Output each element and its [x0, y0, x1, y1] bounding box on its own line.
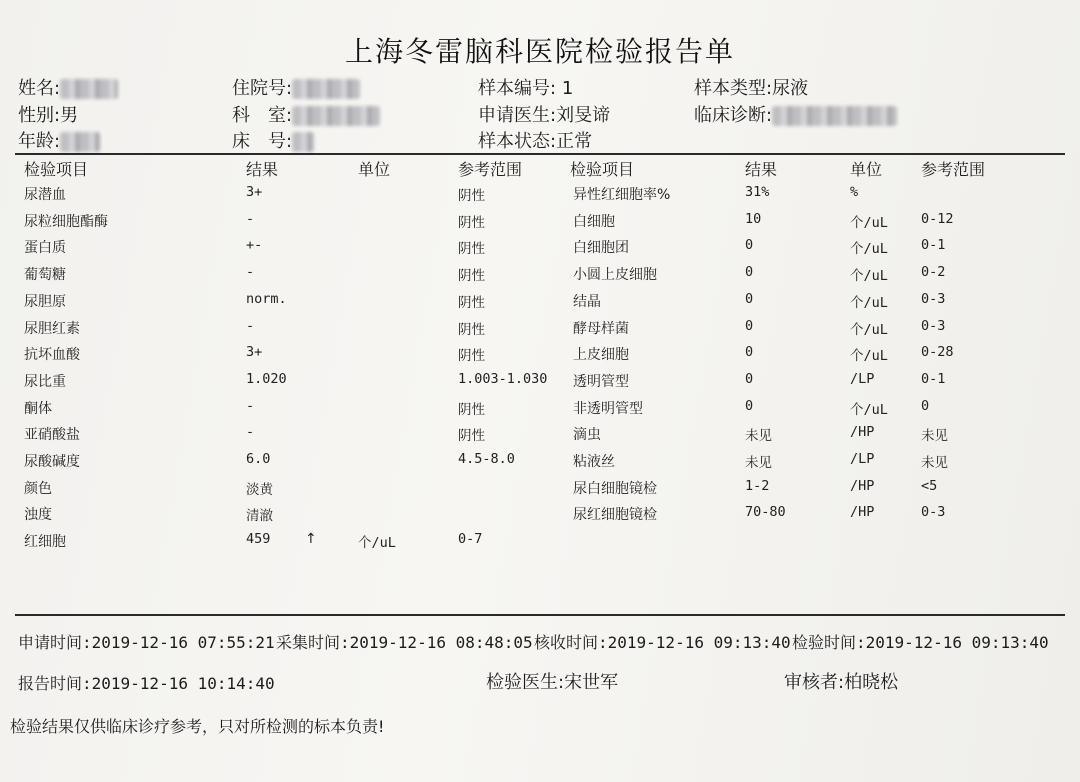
right-row-result: 0: [745, 237, 754, 253]
left-row-result: 3+: [246, 184, 263, 200]
report-title: 上海冬雷脑科医院检验报告单: [344, 35, 735, 68]
sample-no-label: 样本编号:: [478, 78, 557, 99]
left-row-item: 亚硝酸盐: [24, 427, 80, 443]
col-header-ref-left: 参考范围: [458, 160, 523, 179]
left-row-item: 红细胞: [24, 534, 66, 550]
table-bottom-divider: [15, 614, 1065, 616]
right-row-item: 白细胞团: [573, 240, 629, 256]
left-row-item: 浊度: [24, 507, 52, 523]
right-row-ref: <5: [921, 478, 938, 494]
name-label: 姓名:: [18, 78, 61, 99]
apply-time: 申请时间:2019-12-16 07:55:21: [18, 633, 275, 652]
col-header-item-left: 检验项目: [24, 160, 89, 179]
sex-field: [18, 101, 78, 127]
left-row-ref: 阴性: [458, 268, 485, 284]
doctor-field: [478, 101, 610, 127]
right-row-result: 0: [745, 371, 754, 387]
right-row-ref: 0: [921, 398, 930, 414]
left-row-item: 葡萄糖: [24, 267, 66, 283]
left-row-item: 蛋白质: [24, 240, 66, 256]
col-header-result-left: 结果: [246, 160, 279, 179]
left-row-item: 尿酸碱度: [24, 454, 80, 470]
left-row-ref: 1.003-1.030: [458, 371, 548, 387]
left-row-item: 酮体: [24, 401, 52, 417]
doctor-value: 刘旻谛: [556, 105, 611, 126]
redacted-admission-no: [292, 79, 360, 99]
left-row-result: 清澈: [246, 508, 273, 524]
right-row-unit: 个/uL: [850, 402, 888, 418]
col-header-ref-right: 参考范围: [921, 160, 986, 179]
sex-value: 男: [60, 105, 79, 126]
col-header-item-right: 检验项目: [570, 160, 635, 179]
sex-label: 性别:: [18, 105, 61, 126]
collect-time: 采集时间:2019-12-16 08:48:05: [276, 633, 533, 652]
redacted-bed-no: [292, 132, 314, 152]
right-row-unit: /LP: [850, 371, 875, 387]
right-row-item: 透明管型: [573, 374, 629, 390]
redacted-diagnosis: [772, 106, 897, 126]
right-row-unit: /LP: [850, 451, 875, 467]
right-row-result: 1-2: [745, 478, 770, 494]
left-row-result: 1.020: [246, 371, 287, 387]
left-row-result: -: [246, 424, 255, 440]
report-time: 报告时间:2019-12-16 10:14:40: [18, 674, 275, 693]
left-row-item: 尿胆原: [24, 294, 66, 310]
high-flag-icon: ↑: [305, 531, 317, 547]
left-row-ref: 阴性: [458, 215, 485, 231]
sample-no-field: [478, 74, 573, 100]
right-row-unit: %: [850, 184, 859, 200]
age-field: [18, 127, 100, 153]
right-row-result: 10: [745, 211, 762, 227]
right-row-unit: /HP: [850, 424, 875, 440]
left-row-unit: 个/uL: [358, 535, 396, 551]
right-row-unit: 个/uL: [850, 322, 888, 338]
right-row-result: 0: [745, 344, 754, 360]
left-row-result: -: [246, 211, 255, 227]
left-row-result: -: [246, 398, 255, 414]
right-row-item: 滴虫: [573, 427, 601, 443]
right-row-unit: 个/uL: [850, 348, 888, 364]
reviewer: 审核者:柏晓松: [784, 672, 899, 693]
test-time: 检验时间:2019-12-16 09:13:40: [792, 633, 1049, 652]
redacted-name: [60, 79, 118, 99]
left-row-item: 颜色: [24, 481, 52, 497]
sample-type-label: 样本类型:: [694, 78, 773, 99]
department-field: [232, 101, 380, 127]
sample-no-value: 1: [561, 78, 574, 99]
right-row-ref: 0-2: [921, 264, 946, 280]
sample-status-value: 正常: [556, 131, 593, 152]
left-row-result: -: [246, 318, 255, 334]
right-row-ref: 0-3: [921, 504, 946, 520]
right-row-item: 粘液丝: [573, 454, 615, 470]
disclaimer-note: 检验结果仅供临床诊疗参考，只对所检测的标本负责!: [10, 717, 385, 736]
left-row-ref: 阴性: [458, 241, 485, 257]
right-row-unit: 个/uL: [850, 215, 888, 231]
right-row-result: 0: [745, 264, 754, 280]
right-row-ref: 0-3: [921, 318, 946, 334]
right-row-unit: 个/uL: [850, 241, 888, 257]
right-row-item: 酵母样菌: [573, 321, 629, 337]
right-row-result: 0: [745, 398, 754, 414]
right-row-item: 尿白细胞镜检: [573, 481, 657, 497]
admission-field: [232, 74, 360, 100]
right-row-result: 0: [745, 318, 754, 334]
left-row-result: +-: [246, 237, 263, 253]
department-label: 科 室:: [232, 105, 293, 126]
left-row-item: 抗坏血酸: [24, 347, 80, 363]
right-row-ref: 0-12: [921, 211, 954, 227]
right-row-unit: /HP: [850, 478, 875, 494]
sample-type-value: 尿液: [772, 78, 809, 99]
sample-type-field: [694, 74, 808, 100]
right-row-item: 小圆上皮细胞: [573, 267, 657, 283]
right-row-result: 31%: [745, 184, 770, 200]
left-row-ref: 4.5-8.0: [458, 451, 515, 467]
test-doctor: 检验医生:宋世军: [486, 672, 619, 693]
doctor-label: 申请医生:: [478, 105, 557, 126]
patient-name-field: [18, 74, 118, 100]
col-header-unit-left: 单位: [358, 160, 391, 179]
diagnosis-field: [694, 101, 897, 127]
left-row-item: 尿粒细胞酯酶: [24, 214, 108, 230]
right-row-unit: 个/uL: [850, 295, 888, 311]
right-row-item: 上皮细胞: [573, 347, 629, 363]
right-row-result: 70-80: [745, 504, 786, 520]
receive-time: 核收时间:2019-12-16 09:13:40: [534, 633, 791, 652]
col-header-unit-right: 单位: [850, 160, 883, 179]
admission-label: 住院号:: [232, 78, 293, 99]
right-row-result: 未见: [745, 428, 772, 444]
left-row-ref: 阴性: [458, 348, 485, 364]
age-label: 年龄:: [18, 131, 61, 152]
right-row-result: 未见: [745, 455, 772, 471]
left-row-result: norm.: [246, 291, 287, 307]
left-row-ref: 0-7: [458, 531, 483, 547]
right-row-ref: 0-1: [921, 371, 946, 387]
left-row-result: 3+: [246, 344, 263, 360]
left-row-ref: 阴性: [458, 295, 485, 311]
left-row-ref: 阴性: [458, 322, 485, 338]
left-row-item: 尿比重: [24, 374, 66, 390]
sample-status-field: [478, 127, 592, 153]
diagnosis-label: 临床诊断:: [694, 105, 773, 126]
right-row-ref: 未见: [921, 455, 948, 471]
right-row-ref: 0-3: [921, 291, 946, 307]
bed-label: 床 号:: [232, 131, 293, 152]
bed-field: [232, 127, 314, 153]
left-row-item: 尿胆红素: [24, 321, 80, 337]
right-row-ref: 0-1: [921, 237, 946, 253]
left-row-item: 尿潜血: [24, 187, 66, 203]
right-row-item: 尿红细胞镜检: [573, 507, 657, 523]
left-row-result: -: [246, 264, 255, 280]
redacted-department: [292, 106, 380, 126]
right-row-unit: 个/uL: [850, 268, 888, 284]
right-row-result: 0: [745, 291, 754, 307]
right-row-item: 白细胞: [573, 214, 615, 230]
right-row-ref: 未见: [921, 428, 948, 444]
col-header-result-right: 结果: [745, 160, 778, 179]
right-row-item: 结晶: [573, 294, 601, 310]
left-row-ref: 阴性: [458, 428, 485, 444]
left-row-result: 6.0: [246, 451, 271, 467]
right-row-ref: 0-28: [921, 344, 954, 360]
left-row-result: 淡黄: [246, 482, 273, 498]
right-row-unit: /HP: [850, 504, 875, 520]
redacted-age: [60, 132, 100, 152]
left-row-ref: 阴性: [458, 402, 485, 418]
left-row-result: 459: [246, 531, 271, 547]
right-row-item: 非透明管型: [573, 401, 643, 417]
right-row-item: 异性红细胞率%: [573, 187, 671, 203]
sample-status-label: 样本状态:: [478, 131, 557, 152]
header-divider: [15, 153, 1065, 155]
left-row-ref: 阴性: [458, 188, 485, 204]
